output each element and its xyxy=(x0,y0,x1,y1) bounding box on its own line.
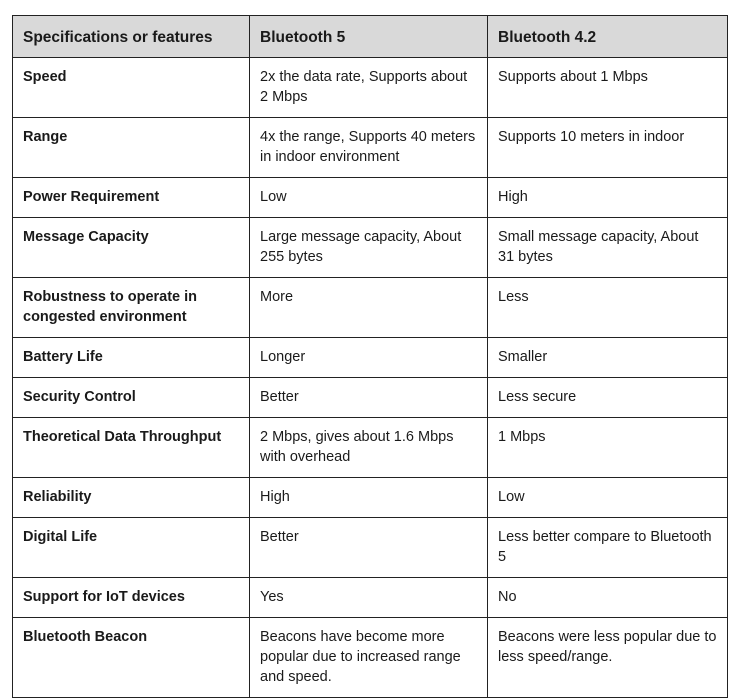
bt42-cell: Low xyxy=(488,478,728,518)
bt5-cell: Yes xyxy=(250,578,488,618)
header-bluetooth-4-2: Bluetooth 4.2 xyxy=(488,16,728,58)
table-row xyxy=(13,118,728,178)
feature-cell: Support for IoT devices xyxy=(13,578,250,618)
table-row xyxy=(13,178,728,218)
bt42-cell: No xyxy=(488,578,728,618)
bt5-cell: More xyxy=(250,278,488,338)
bt42-cell: High xyxy=(488,178,728,218)
feature-cell: Message Capacity xyxy=(13,218,250,278)
table-row xyxy=(13,478,728,518)
table-row xyxy=(13,378,728,418)
bt5-cell: Better xyxy=(250,378,488,418)
feature-cell: Theoretical Data Throughput xyxy=(13,418,250,478)
table-row xyxy=(13,418,728,478)
bt5-cell: Beacons have become more popular due to increased range and speed. xyxy=(250,618,488,698)
bt42-cell: Supports about 1 Mbps xyxy=(488,58,728,118)
feature-cell: Speed xyxy=(13,58,250,118)
bt42-cell: Supports 10 meters in indoor xyxy=(488,118,728,178)
bt5-cell: Low xyxy=(250,178,488,218)
feature-cell: Power Requirement xyxy=(13,178,250,218)
bt5-cell: 2x the data rate, Supports about 2 Mbps xyxy=(250,58,488,118)
table-row xyxy=(13,278,728,338)
table-row xyxy=(13,338,728,378)
table-header xyxy=(13,16,728,58)
bt5-cell: 4x the range, Supports 40 meters in indoor environment xyxy=(250,118,488,178)
bt42-cell: 1 Mbps xyxy=(488,418,728,478)
feature-cell: Range xyxy=(13,118,250,178)
table-row xyxy=(13,518,728,578)
bt42-cell: Beacons were less popular due to less speed/range. xyxy=(488,618,728,698)
bt42-cell: Less xyxy=(488,278,728,338)
feature-cell: Robustness to operate in congested environment xyxy=(13,278,250,338)
table-body xyxy=(13,58,728,698)
header-row xyxy=(13,16,728,58)
bt42-cell: Less secure xyxy=(488,378,728,418)
bt42-cell: Smaller xyxy=(488,338,728,378)
table-row xyxy=(13,58,728,118)
bt5-cell: 2 Mbps, gives about 1.6 Mbps with overhead xyxy=(250,418,488,478)
feature-cell: Reliability xyxy=(13,478,250,518)
bt42-cell: Less better compare to Bluetooth 5 xyxy=(488,518,728,578)
feature-cell: Battery Life xyxy=(13,338,250,378)
feature-cell: Bluetooth Beacon xyxy=(13,618,250,698)
table-row xyxy=(13,218,728,278)
bt5-cell: Better xyxy=(250,518,488,578)
bt5-cell: High xyxy=(250,478,488,518)
bt5-cell: Large message capacity, About 255 bytes xyxy=(250,218,488,278)
table-row xyxy=(13,578,728,618)
feature-cell: Security Control xyxy=(13,378,250,418)
feature-cell: Digital Life xyxy=(13,518,250,578)
comparison-table xyxy=(12,15,728,698)
header-bluetooth-5: Bluetooth 5 xyxy=(250,16,488,58)
table-row xyxy=(13,618,728,698)
bt42-cell: Small message capacity, About 31 bytes xyxy=(488,218,728,278)
bt5-cell: Longer xyxy=(250,338,488,378)
header-features: Specifications or features xyxy=(13,16,250,58)
